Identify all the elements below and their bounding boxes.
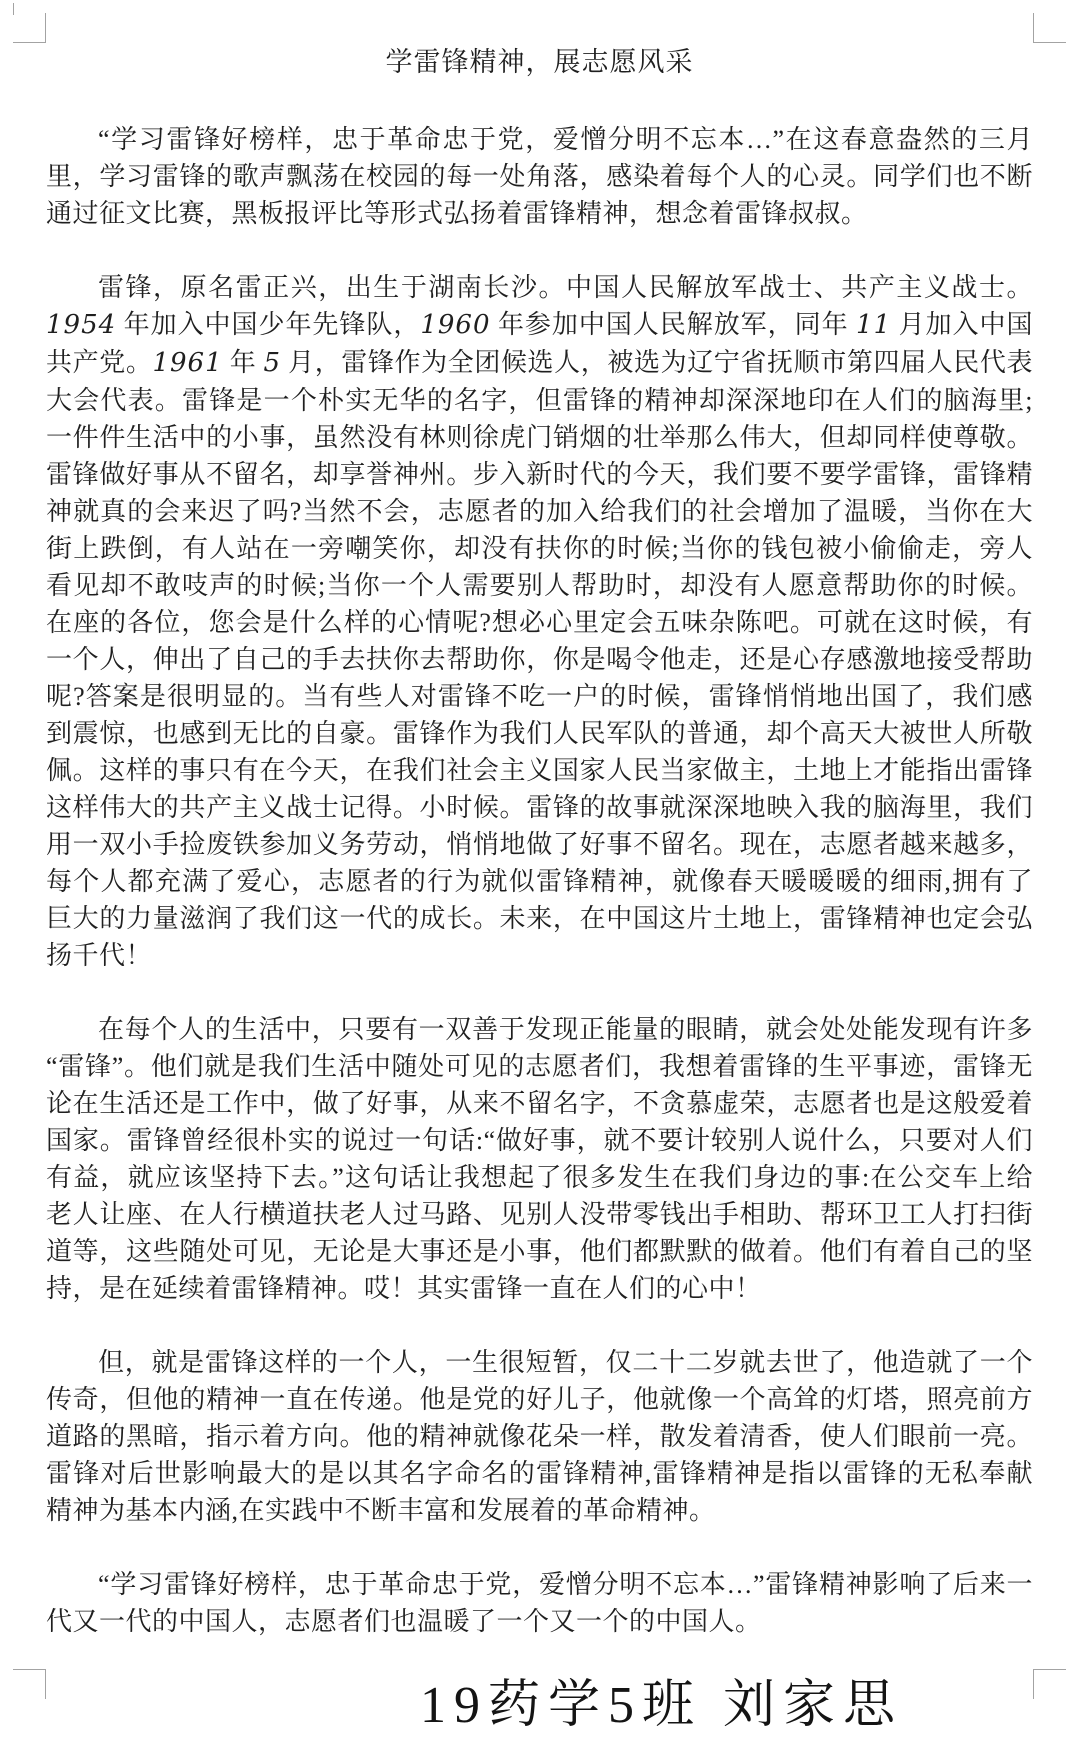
paragraph-intro: “学习雷锋好榜样，忠于革命忠于党，爱憎分明不忘本…”在这春意盎然的三月里，学习雷锋的歌声飘荡在校园的每一处角落，感染着每个人的心灵。同学们也不断通过征文比赛，黑板报评比等形式弘扬着雷锋精神，想念着雷锋叔叔。 <box>46 125 1033 228</box>
paragraph-conclusion: “学习雷锋好榜样，忠于革命忠于党，爱憎分明不忘本…”雷锋精神影响了后来一代又一代的中国人，志愿者们也温暖了一个又一个的中国人。 <box>46 1570 1033 1636</box>
signature: 19药学5班 刘家思 <box>419 1677 903 1734</box>
paragraph-volunteers: 在每个人的生活中，只要有一双善于发现正能量的眼睛，就会处处能发现有许多“雷锋”。他们就是我们生活中随处可见的志愿者们，我想着雷锋的生平事迹，雷锋无论在生活还是工作中，做了好事，从来不留名字，不贪慕虚荣，志愿者也是这般爱着国家。雷锋曾经很朴实的说过一句话:“做好事，就不要计较别人说什么，只要对人们有益，就应该坚持下去。”这句话让我想起了很多发生在我们身边的事:在公交车上给老人让座、在人行横道扶老人过马路、见别人没带零钱出手相助、帮环卫工人打扫街道等，这些随处可见，无论是大事还是小事，他们都默默的做着。他们有着自己的坚持，是在延续着雷锋精神。哎！其实雷锋一直在人们的心中！ <box>46 1015 1033 1303</box>
crop-mark-bottom-right <box>1033 1669 1066 1699</box>
document-title: 学雷锋精神，展志愿风采 <box>385 47 694 77</box>
crop-mark-top-right <box>1033 13 1066 43</box>
crop-mark-bottom-left <box>13 1669 46 1699</box>
crop-mark-top-left <box>13 13 46 43</box>
paragraph-biography: 雷锋，原名雷正兴，出生于湖南长沙。中国人民解放军战士、共产主义战士。1954 年加入中国少年先锋队，1960 年参加中国人民解放军，同年 11 月加入中国共产党。1961 年 5 月，雷锋作为全团候选人，被选为辽宁省抚顺市第四届人民代表大会代表。雷锋是一个朴实无华的名字，但雷锋的精神却深深地印在人们的脑海里;一件件生活中的小事，虽然没有林则徐虎门销烟的壮举那么伟大，但却同样使尊敬。雷锋做好事从不留名，却享誉神州。步入新时代的今天，我们要不要学雷锋，雷锋精神就真的会来迟了吗?当然不会，志愿者的加入给我们的社会增加了温暖，当你在大街上跌倒，有人站在一旁嘲笑你，却没有扶你的时候;当你的钱包被小偷偷走，旁人看见却不敢吱声的时候;当你一个人需要别人帮助时，却没有人愿意帮助你的时候。在座的各位，您会是什么样的心情呢?想必心里定会五味杂陈吧。可就在这时候，有一个人，伸出了自己的手去扶你去帮助你，你是喝令他走，还是心存感激地接受帮助呢?答案是很明显的。当有些人对雷锋不吃一户的时候，雷锋悄悄地出国了，我们感到震惊，也感到无比的自豪。雷锋作为我们人民军队的普通，却个高天大被世人所敬佩。这样的事只有在今天，在我们社会主义国家人民当家做主，土地上才能指出雷锋这样伟大的共产主义战士记得。小时候。雷锋的故事就深深地映入我的脑海里，我们用一双小手捡废铁参加义务劳动，悄悄地做了好事不留名。现在，志愿者越来越多，每个人都充满了爱心，志愿者的行为就似雷锋精神，就像春天暖暖暖的细雨,拥有了巨大的力量滋润了我们这一代的成长。未来，在中国这片土地上，雷锋精神也定会弘扬千代！ <box>46 273 1033 970</box>
document-body <box>46 44 1033 1735</box>
paragraph-legacy: 但，就是雷锋这样的一个人，一生很短暂，仅二十二岁就去世了，他造就了一个传奇，但他的精神一直在传递。他是党的好儿子，他就像一个高耸的灯塔，照亮前方道路的黑暗，指示着方向。他的精神就像花朵一样，散发着清香，使人们眼前一亮。雷锋对后世影响最大的是以其名字命名的雷锋精神,雷锋精神是指以雷锋的无私奉献精神为基本内涵,在实践中不断丰富和发展着的革命精神。 <box>46 1348 1033 1525</box>
